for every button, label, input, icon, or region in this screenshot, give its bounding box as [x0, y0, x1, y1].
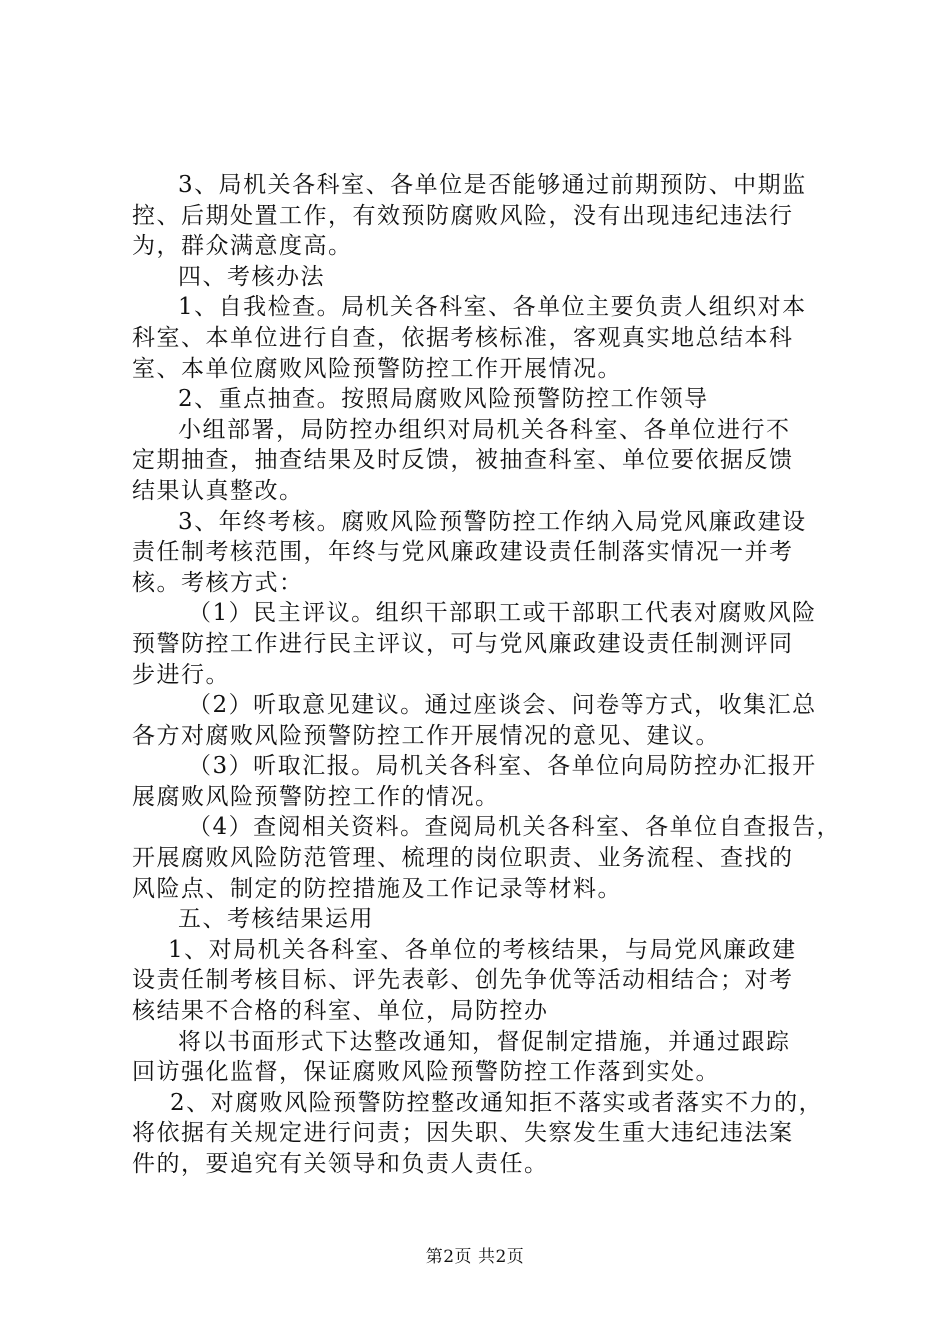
- paragraph-line: 室、本单位腐败风险预警防控工作开展情况。: [132, 355, 622, 382]
- paragraph-line: 预警防控工作进行民主评议，可与党风廉政建设责任制测评同: [132, 630, 794, 657]
- paragraph-line: 各方对腐败风险预警防控工作开展情况的意见、建议。: [132, 722, 720, 749]
- paragraph-line: 设责任制考核目标、评先表彰、创先争优等活动相结合；对考: [132, 967, 794, 994]
- paragraph-line: 3、局机关各科室、各单位是否能够通过前期预防、中期监: [178, 172, 807, 198]
- paragraph-line: 将依据有关规定进行问责；因失职、失察发生重大违纪违法案: [132, 1120, 794, 1147]
- paragraph-line: 小组部署，局防控办组织对局机关各科室、各单位进行不: [178, 416, 791, 443]
- paragraph-line: 3、年终考核。腐败风险预警防控工作纳入局党风廉政建设: [178, 508, 807, 535]
- paragraph-line: 核。考核方式：: [132, 569, 304, 596]
- document-body: [132, 170, 842, 1180]
- paragraph-line: 核结果不合格的科室、单位，局防控办: [132, 998, 549, 1025]
- paragraph-line: （3）听取汇报。局机关各科室、各单位向局防控办汇报开: [188, 753, 817, 780]
- section-heading: 四、考核办法: [178, 263, 325, 290]
- paragraph-line: 展腐败风险预警防控工作的情况。: [132, 783, 500, 810]
- paragraph-line: 控、后期处置工作，有效预防腐败风险，没有出现违纪违法行: [132, 202, 794, 229]
- paragraph-line: 风险点、制定的防控措施及工作记录等材料。: [132, 875, 622, 902]
- paragraph-line: 为，群众满意度高。: [132, 233, 353, 260]
- paragraph-line: 2、重点抽查。按照局腐败风险预警防控工作领导: [178, 386, 709, 413]
- page-number-footer: 第2页 共2页: [425, 1247, 525, 1267]
- paragraph-line: 2、对腐败风险预警防控整改通知拒不落实或者落实不力的，: [170, 1089, 824, 1116]
- paragraph-line: 回访强化监督，保证腐败风险预警防控工作落到实处。: [132, 1059, 720, 1086]
- paragraph-line: （2）听取意见建议。通过座谈会、问卷等方式，收集汇总: [188, 692, 817, 719]
- paragraph-line: 将以书面形式下达整改通知，督促制定措施，并通过跟踪: [178, 1028, 791, 1055]
- paragraph-line: （1）民主评议。组织干部职工或干部职工代表对腐败风险: [188, 600, 817, 627]
- paragraph-line: 开展腐败风险防范管理、梳理的岗位职责、业务流程、查找的: [132, 845, 794, 872]
- paragraph-line: 定期抽查，抽查结果及时反馈，被抽查科室、单位要依据反馈: [132, 447, 794, 474]
- paragraph-line: 1、自我检查。局机关各科室、各单位主要负责人组织对本: [178, 294, 807, 321]
- paragraph-line: 1、对局机关各科室、各单位的考核结果，与局党风廉政建: [168, 936, 797, 963]
- section-heading: 五、考核结果运用: [178, 906, 374, 933]
- paragraph-line: 结果认真整改。: [132, 477, 304, 504]
- paragraph-line: 步进行。: [132, 661, 230, 688]
- paragraph-line: 科室、本单位进行自查，依据考核标准，客观真实地总结本科: [132, 324, 794, 351]
- paragraph-line: 件的，要追究有关领导和负责人责任。: [132, 1151, 549, 1177]
- paragraph-line: 责任制考核范围，年终与党风廉政建设责任制落实情况一并考: [132, 539, 794, 566]
- paragraph-line: （4）查阅相关资料。查阅局机关各科室、各单位自查报告，: [188, 814, 842, 841]
